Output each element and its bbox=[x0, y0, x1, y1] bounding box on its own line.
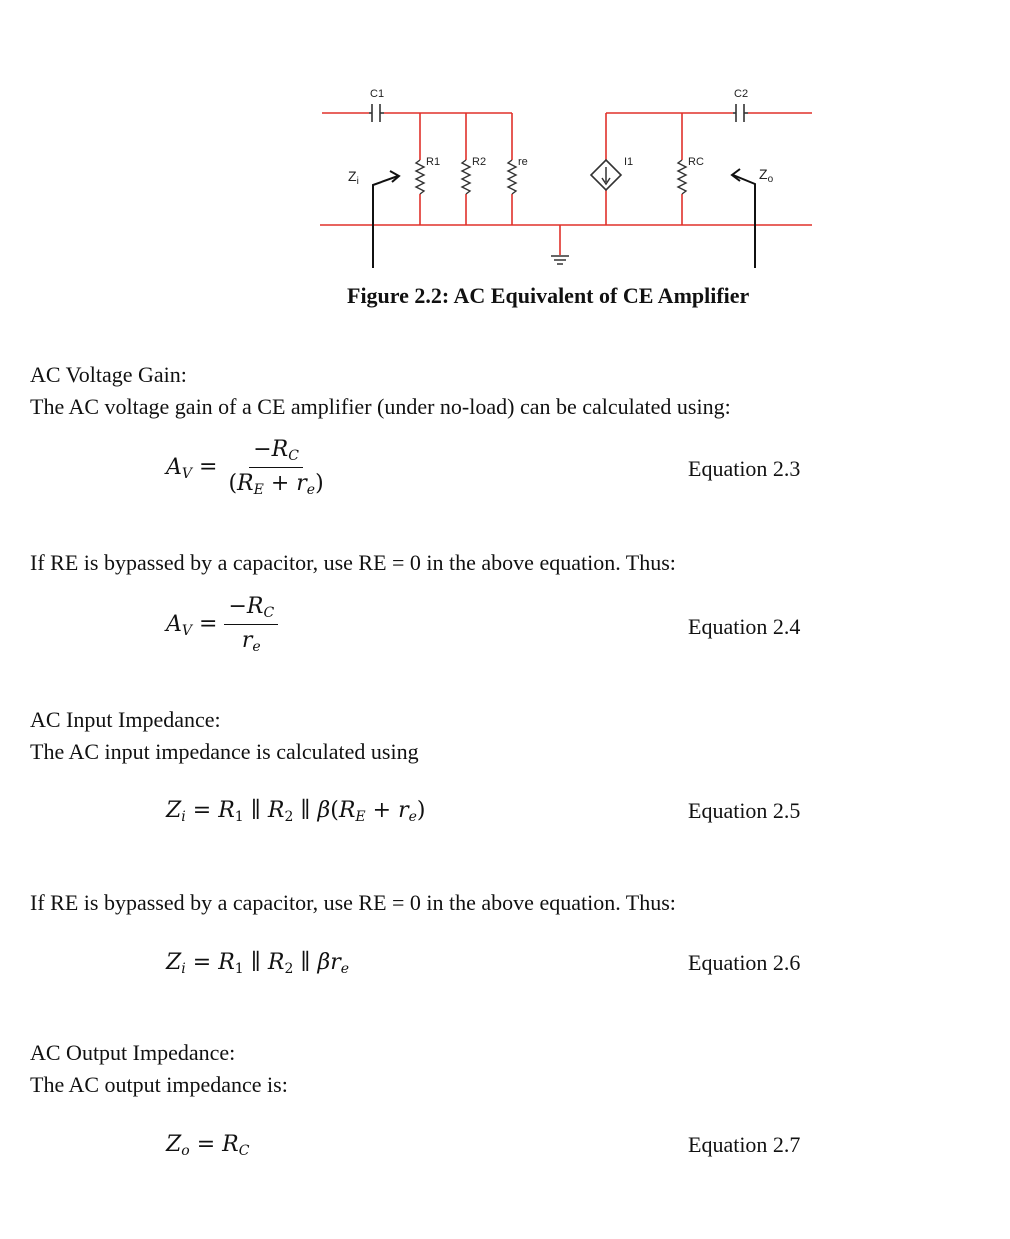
label-rc: RC bbox=[688, 156, 704, 168]
gain-text: The AC voltage gain of a CE amplifier (under no-load) can be calculated using: bbox=[30, 394, 731, 419]
label-c1: C1 bbox=[370, 88, 385, 100]
bypass-note-1: If RE is bypassed by a capacitor, use RE = 0 in the above equation. Thus: bbox=[30, 550, 676, 575]
equation-label-2-7: Equation 2.7 bbox=[688, 1132, 801, 1157]
label-zi: $Z_i$ bbox=[348, 168, 359, 187]
bypass-note-2: If RE is bypassed by a capacitor, use RE = 0 in the above equation. Thus: bbox=[30, 890, 676, 915]
equation-label-2-3: Equation 2.3 bbox=[688, 456, 801, 481]
ac-equivalent-circuit bbox=[0, 0, 1010, 280]
label-re: re bbox=[518, 156, 528, 168]
equation-2-6: $Z_i = R_1$ ∥ $R_2$ ∥ $\beta r_e$ bbox=[166, 950, 350, 977]
output-heading: AC Output Impedance: bbox=[30, 1040, 236, 1065]
gain-heading: AC Voltage Gain: bbox=[30, 362, 187, 387]
equation-label-2-4: Equation 2.4 bbox=[688, 614, 801, 639]
input-heading: AC Input Impedance: bbox=[30, 707, 221, 732]
label-r1: R1 bbox=[426, 156, 441, 168]
output-text: The AC output impedance is: bbox=[30, 1072, 288, 1097]
label-zo: $Z_o$ bbox=[759, 166, 774, 185]
equation-2-3: $A_V$ = $\frac{-R_C}{(R_E + r_e)}$ bbox=[166, 437, 324, 498]
equation-2-7: $Z_o = R_C$ bbox=[166, 1132, 250, 1159]
equation-label-2-6: Equation 2.6 bbox=[688, 950, 801, 975]
input-text: The AC input impedance is calculated using bbox=[30, 739, 419, 764]
equation-2-5: $Z_i = R_1$ ∥ $R_2$ ∥ $\beta(R_E + r_e)$ bbox=[166, 798, 426, 825]
equation-2-4: $A_V$ = $\frac{-R_C}{r_e}$ bbox=[166, 594, 278, 655]
label-i1: I1 bbox=[624, 156, 634, 168]
equation-label-2-5: Equation 2.5 bbox=[688, 798, 801, 823]
label-r2: R2 bbox=[472, 156, 487, 168]
figure-caption: Figure 2.2: AC Equivalent of CE Amplifier bbox=[347, 283, 750, 308]
label-c2: C2 bbox=[734, 88, 749, 100]
